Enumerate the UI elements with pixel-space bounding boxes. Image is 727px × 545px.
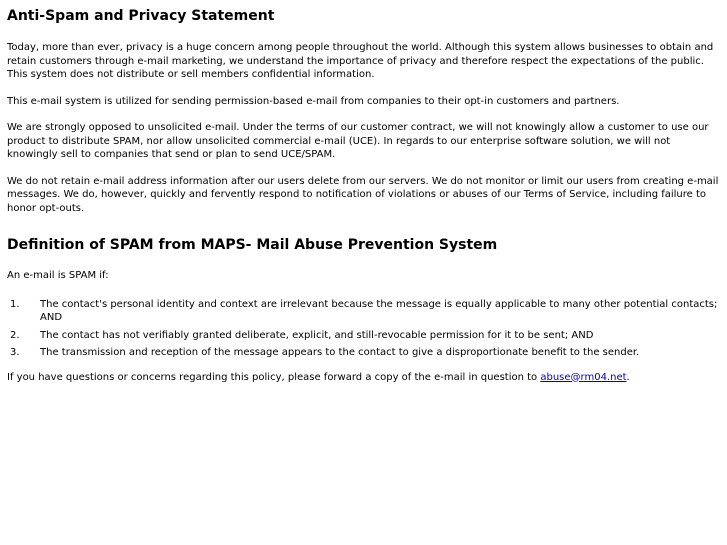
spam-criteria-list <box>7 298 720 360</box>
list-item-text: The transmission and reception of the message appears to the contact to give a disproportionate benefit to the sender. <box>40 347 640 358</box>
spam-intro: An e-mail is SPAM if: <box>7 270 109 281</box>
definition-heading: Definition of SPAM from MAPS- Mail Abuse Prevention System <box>7 237 498 253</box>
list-item-number: 1. <box>10 298 20 310</box>
permission-paragraph: This e-mail system is utilized for sending permission-based e-mail from companies to their opt-in customers and partners. <box>7 95 620 107</box>
list-item-number: 3. <box>10 347 20 358</box>
contact-paragraph <box>7 371 720 385</box>
list-item-number: 2. <box>10 329 20 341</box>
list-item <box>7 329 720 343</box>
abuse-email-link[interactable]: abuse@rm04.net <box>540 371 627 383</box>
contact-end: . <box>626 371 630 383</box>
list-item-text: The contact's personal identity and context are irrelevant because the message is equally applicable to many other potential contacts; AND <box>40 298 718 323</box>
page-title: Anti-Spam and Privacy Statement <box>7 8 275 24</box>
retention-paragraph: We do not retain e-mail address information after our users delete from our servers. We do not monitor or limit our users from creating e-mail messages. We do, however, quickly and fervently respond to notification of violations or abuses of our Terms of Service, including failure to honor opt-outs. <box>7 175 719 214</box>
list-item <box>7 298 720 325</box>
privacy-paragraph: Today, more than ever, privacy is a huge concern among people throughout the world. Although this system allows businesses to obtain and retain customers through e-mail marketing, we understand the importance of privacy and therefore respect the expectations of the public. This system does not distribute or sell members confidential information. <box>7 42 714 80</box>
list-item <box>7 346 720 360</box>
unsolicited-paragraph: We are strongly opposed to unsolicited e-mail. Under the terms of our customer contract, we will not knowingly allow a customer to use our product to distribute SPAM, nor allow unsolicited commercial e-mail (UCE). In regards to our enterprise software solution, we will not knowingly sell to companies that send or plan to send UCE/SPAM. <box>7 122 709 160</box>
contact-text: If you have questions or concerns regarding this policy, please forward a copy of the e-mail in question to <box>7 371 541 383</box>
list-item-text: The contact has not verifiably granted deliberate, explicit, and still-revocable permission for it to be sent; AND <box>40 329 594 341</box>
